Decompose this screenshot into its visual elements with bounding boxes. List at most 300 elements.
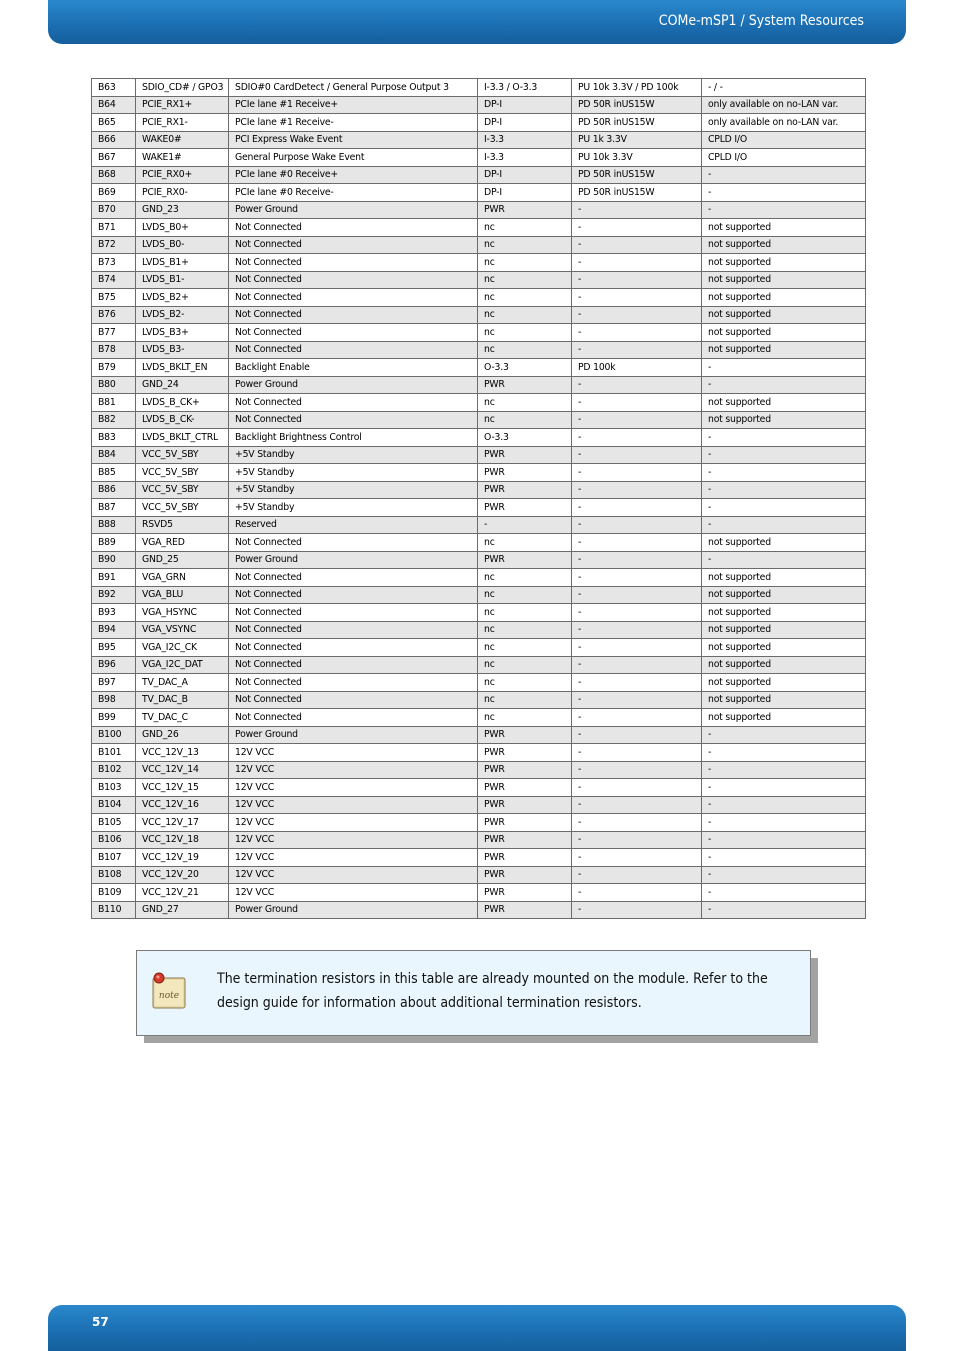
signal-cell: VGA_GRN [136, 569, 229, 587]
comment-cell: not supported [702, 534, 866, 552]
termination-cell: - [572, 289, 702, 307]
pin-number-cell: B94 [92, 621, 136, 639]
comment-cell: not supported [702, 639, 866, 657]
signal-cell: WAKE1# [136, 149, 229, 167]
comment-cell: - [702, 201, 866, 219]
type-cell: PWR [478, 499, 572, 517]
description-cell: Not Connected [229, 254, 478, 272]
pin-number-cell: B103 [92, 779, 136, 797]
table-row [92, 551, 866, 569]
type-cell: nc [478, 604, 572, 622]
description-cell: Not Connected [229, 691, 478, 709]
type-cell: nc [478, 639, 572, 657]
comment-cell: - [702, 481, 866, 499]
pin-number-cell: B77 [92, 324, 136, 342]
table-row [92, 831, 866, 849]
signal-cell: LVDS_B1+ [136, 254, 229, 272]
note-box [136, 950, 811, 1036]
pin-number-cell: B104 [92, 796, 136, 814]
comment-cell: - [702, 726, 866, 744]
pin-number-cell: B73 [92, 254, 136, 272]
footer-bar [48, 1305, 906, 1351]
termination-cell: - [572, 849, 702, 867]
termination-cell: PU 10k 3.3V / PD 100k [572, 79, 702, 97]
type-cell: PWR [478, 726, 572, 744]
table-row [92, 79, 866, 97]
table-row [92, 709, 866, 727]
table-row [92, 849, 866, 867]
description-cell: +5V Standby [229, 481, 478, 499]
table-row [92, 324, 866, 342]
pin-number-cell: B88 [92, 516, 136, 534]
signal-cell: VCC_12V_17 [136, 814, 229, 832]
pin-number-cell: B96 [92, 656, 136, 674]
signal-cell: PCIE_RX1- [136, 114, 229, 132]
table-row [92, 359, 866, 377]
type-cell: DP-I [478, 96, 572, 114]
signal-cell: TV_DAC_A [136, 674, 229, 692]
termination-cell: PU 1k 3.3V [572, 131, 702, 149]
signal-cell: LVDS_BKLT_CTRL [136, 429, 229, 447]
comment-cell: - [702, 831, 866, 849]
signal-cell: SDIO_CD# / GPO3 [136, 79, 229, 97]
pin-number-cell: B108 [92, 866, 136, 884]
signal-cell: VCC_5V_SBY [136, 481, 229, 499]
termination-cell: - [572, 534, 702, 552]
pin-number-cell: B110 [92, 901, 136, 919]
termination-cell: PD 50R inUS15W [572, 184, 702, 202]
table-row [92, 604, 866, 622]
table-row [92, 621, 866, 639]
description-cell: Not Connected [229, 709, 478, 727]
signal-cell: GND_25 [136, 551, 229, 569]
signal-cell: LVDS_B2+ [136, 289, 229, 307]
table-row [92, 114, 866, 132]
description-cell: Not Connected [229, 324, 478, 342]
table-row [92, 726, 866, 744]
signal-cell: VCC_5V_SBY [136, 499, 229, 517]
note-icon-text: note [158, 991, 180, 1001]
pin-table [91, 78, 866, 919]
type-cell: PWR [478, 849, 572, 867]
table-row [92, 464, 866, 482]
termination-cell: - [572, 551, 702, 569]
signal-cell: PCIE_RX0- [136, 184, 229, 202]
signal-cell: VCC_12V_19 [136, 849, 229, 867]
description-cell: Power Ground [229, 726, 478, 744]
comment-cell: not supported [702, 621, 866, 639]
termination-cell: - [572, 744, 702, 762]
type-cell: PWR [478, 901, 572, 919]
table-row [92, 271, 866, 289]
signal-cell: VCC_12V_18 [136, 831, 229, 849]
termination-cell: - [572, 236, 702, 254]
description-cell: PCIe lane #0 Receive+ [229, 166, 478, 184]
description-cell: Not Connected [229, 411, 478, 429]
signal-cell: VGA_RED [136, 534, 229, 552]
type-cell: nc [478, 271, 572, 289]
comment-cell: - [702, 866, 866, 884]
table-row [92, 394, 866, 412]
termination-cell: - [572, 394, 702, 412]
table-row [92, 499, 866, 517]
signal-cell: VGA_HSYNC [136, 604, 229, 622]
pin-number-cell: B74 [92, 271, 136, 289]
signal-cell: GND_24 [136, 376, 229, 394]
description-cell: Not Connected [229, 236, 478, 254]
description-cell: Not Connected [229, 306, 478, 324]
signal-cell: VGA_I2C_CK [136, 639, 229, 657]
type-cell: nc [478, 534, 572, 552]
type-cell: PWR [478, 761, 572, 779]
type-cell: PWR [478, 481, 572, 499]
signal-cell: WAKE0# [136, 131, 229, 149]
type-cell: PWR [478, 376, 572, 394]
table-row [92, 656, 866, 674]
description-cell: PCI Express Wake Event [229, 131, 478, 149]
comment-cell: not supported [702, 219, 866, 237]
comment-cell: - [702, 184, 866, 202]
note-icon [149, 968, 189, 1014]
comment-cell: - [702, 376, 866, 394]
pin-number-cell: B102 [92, 761, 136, 779]
table-row [92, 219, 866, 237]
description-cell: General Purpose Wake Event [229, 149, 478, 167]
table-row [92, 411, 866, 429]
table-row [92, 761, 866, 779]
description-cell: Power Ground [229, 901, 478, 919]
comment-cell: - [702, 551, 866, 569]
comment-cell: not supported [702, 236, 866, 254]
type-cell: nc [478, 306, 572, 324]
type-cell: - [478, 516, 572, 534]
comment-cell: - [702, 796, 866, 814]
comment-cell: - [702, 166, 866, 184]
type-cell: PWR [478, 551, 572, 569]
description-cell: Not Connected [229, 656, 478, 674]
description-cell: Not Connected [229, 569, 478, 587]
pin-number-cell: B71 [92, 219, 136, 237]
header-title: COMe-mSP1 / System Resources [658, 13, 864, 29]
table-row [92, 131, 866, 149]
signal-cell: LVDS_B_CK- [136, 411, 229, 429]
description-cell: Not Connected [229, 341, 478, 359]
pin-number-cell: B70 [92, 201, 136, 219]
type-cell: PWR [478, 464, 572, 482]
pin-number-cell: B68 [92, 166, 136, 184]
table-row [92, 201, 866, 219]
pin-number-cell: B89 [92, 534, 136, 552]
signal-cell: VGA_BLU [136, 586, 229, 604]
type-cell: nc [478, 219, 572, 237]
table-row [92, 569, 866, 587]
termination-cell: - [572, 201, 702, 219]
comment-cell: only available on no-LAN var. [702, 114, 866, 132]
type-cell: nc [478, 411, 572, 429]
comment-cell: CPLD I/O [702, 149, 866, 167]
termination-cell: - [572, 306, 702, 324]
type-cell: PWR [478, 796, 572, 814]
description-cell: Not Connected [229, 604, 478, 622]
termination-cell: - [572, 656, 702, 674]
signal-cell: PCIE_RX1+ [136, 96, 229, 114]
pin-number-cell: B98 [92, 691, 136, 709]
termination-cell: - [572, 499, 702, 517]
type-cell: nc [478, 236, 572, 254]
table-row [92, 341, 866, 359]
signal-cell: LVDS_B0+ [136, 219, 229, 237]
table-row [92, 481, 866, 499]
pin-table-body [92, 79, 866, 919]
termination-cell: PD 50R inUS15W [572, 114, 702, 132]
signal-cell: LVDS_B3+ [136, 324, 229, 342]
pin-number-cell: B86 [92, 481, 136, 499]
table-row [92, 289, 866, 307]
type-cell: I-3.3 / O-3.3 [478, 79, 572, 97]
comment-cell: - [702, 744, 866, 762]
table-row [92, 254, 866, 272]
description-cell: Reserved [229, 516, 478, 534]
termination-cell: - [572, 709, 702, 727]
termination-cell: - [572, 639, 702, 657]
table-row [92, 376, 866, 394]
table-row [92, 814, 866, 832]
signal-cell: TV_DAC_B [136, 691, 229, 709]
pin-number-cell: B101 [92, 744, 136, 762]
type-cell: nc [478, 621, 572, 639]
type-cell: PWR [478, 201, 572, 219]
description-cell: 12V VCC [229, 849, 478, 867]
signal-cell: LVDS_B3- [136, 341, 229, 359]
pin-number-cell: B78 [92, 341, 136, 359]
description-cell: PCIe lane #1 Receive+ [229, 96, 478, 114]
signal-cell: GND_26 [136, 726, 229, 744]
comment-cell: - [702, 499, 866, 517]
termination-cell: - [572, 254, 702, 272]
type-cell: PWR [478, 446, 572, 464]
type-cell: O-3.3 [478, 429, 572, 447]
description-cell: Backlight Brightness Control [229, 429, 478, 447]
table-row [92, 236, 866, 254]
comment-cell: - [702, 779, 866, 797]
table-row [92, 586, 866, 604]
description-cell: Not Connected [229, 289, 478, 307]
type-cell: nc [478, 674, 572, 692]
type-cell: nc [478, 254, 572, 272]
description-cell: 12V VCC [229, 814, 478, 832]
table-row [92, 691, 866, 709]
pin-number-cell: B81 [92, 394, 136, 412]
description-cell: Not Connected [229, 621, 478, 639]
description-cell: +5V Standby [229, 446, 478, 464]
description-cell: Not Connected [229, 586, 478, 604]
table-row [92, 744, 866, 762]
comment-cell: not supported [702, 691, 866, 709]
description-cell: 12V VCC [229, 744, 478, 762]
comment-cell: - [702, 884, 866, 902]
termination-cell: - [572, 866, 702, 884]
pin-number-cell: B84 [92, 446, 136, 464]
type-cell: PWR [478, 884, 572, 902]
pin-number-cell: B79 [92, 359, 136, 377]
description-cell: Not Connected [229, 639, 478, 657]
termination-cell: - [572, 884, 702, 902]
description-cell: Power Ground [229, 551, 478, 569]
description-cell: 12V VCC [229, 884, 478, 902]
signal-cell: LVDS_B2- [136, 306, 229, 324]
description-cell: PCIe lane #0 Receive- [229, 184, 478, 202]
comment-cell: not supported [702, 341, 866, 359]
description-cell: Not Connected [229, 394, 478, 412]
termination-cell: - [572, 516, 702, 534]
pin-number-cell: B63 [92, 79, 136, 97]
comment-cell: not supported [702, 271, 866, 289]
signal-cell: VCC_12V_15 [136, 779, 229, 797]
signal-cell: VCC_12V_13 [136, 744, 229, 762]
pin-number-cell: B105 [92, 814, 136, 832]
type-cell: PWR [478, 744, 572, 762]
type-cell: nc [478, 289, 572, 307]
pin-number-cell: B85 [92, 464, 136, 482]
termination-cell: - [572, 586, 702, 604]
pin-number-cell: B95 [92, 639, 136, 657]
type-cell: nc [478, 341, 572, 359]
pin-number-cell: B92 [92, 586, 136, 604]
termination-cell: - [572, 814, 702, 832]
table-row [92, 166, 866, 184]
pin-number-cell: B80 [92, 376, 136, 394]
comment-cell: CPLD I/O [702, 131, 866, 149]
termination-cell: - [572, 604, 702, 622]
signal-cell: GND_23 [136, 201, 229, 219]
signal-cell: LVDS_BKLT_EN [136, 359, 229, 377]
comment-cell: - [702, 814, 866, 832]
type-cell: nc [478, 656, 572, 674]
comment-cell: not supported [702, 604, 866, 622]
pin-number-cell: B100 [92, 726, 136, 744]
comment-cell: not supported [702, 586, 866, 604]
type-cell: I-3.3 [478, 149, 572, 167]
description-cell: Power Ground [229, 376, 478, 394]
termination-cell: - [572, 376, 702, 394]
signal-cell: VCC_12V_16 [136, 796, 229, 814]
comment-cell: not supported [702, 656, 866, 674]
type-cell: DP-I [478, 166, 572, 184]
termination-cell: PD 100k [572, 359, 702, 377]
type-cell: nc [478, 691, 572, 709]
table-row [92, 96, 866, 114]
termination-cell: PU 10k 3.3V [572, 149, 702, 167]
pin-number-cell: B99 [92, 709, 136, 727]
comment-cell: - [702, 429, 866, 447]
termination-cell: - [572, 621, 702, 639]
comment-cell: not supported [702, 674, 866, 692]
comment-cell: not supported [702, 306, 866, 324]
termination-cell: - [572, 271, 702, 289]
type-cell: PWR [478, 866, 572, 884]
pin-number-cell: B97 [92, 674, 136, 692]
termination-cell: - [572, 341, 702, 359]
signal-cell: VCC_5V_SBY [136, 446, 229, 464]
table-row [92, 534, 866, 552]
signal-cell: LVDS_B0- [136, 236, 229, 254]
type-cell: nc [478, 586, 572, 604]
description-cell: Not Connected [229, 271, 478, 289]
pin-number-cell: B66 [92, 131, 136, 149]
comment-cell: not supported [702, 394, 866, 412]
comment-cell: - / - [702, 79, 866, 97]
termination-cell: - [572, 726, 702, 744]
description-cell: 12V VCC [229, 866, 478, 884]
termination-cell: - [572, 446, 702, 464]
table-row [92, 901, 866, 919]
description-cell: Power Ground [229, 201, 478, 219]
termination-cell: - [572, 691, 702, 709]
pin-number-cell: B91 [92, 569, 136, 587]
pin-number-cell: B90 [92, 551, 136, 569]
termination-cell: - [572, 411, 702, 429]
termination-cell: - [572, 761, 702, 779]
description-cell: Backlight Enable [229, 359, 478, 377]
table-row [92, 639, 866, 657]
termination-cell: - [572, 796, 702, 814]
description-cell: Not Connected [229, 219, 478, 237]
termination-cell: - [572, 901, 702, 919]
termination-cell: - [572, 429, 702, 447]
table-row [92, 429, 866, 447]
comment-cell: - [702, 761, 866, 779]
description-cell: +5V Standby [229, 499, 478, 517]
type-cell: nc [478, 394, 572, 412]
table-row [92, 779, 866, 797]
termination-cell: PD 50R inUS15W [572, 96, 702, 114]
comment-cell: - [702, 901, 866, 919]
description-cell: 12V VCC [229, 831, 478, 849]
comment-cell: - [702, 464, 866, 482]
comment-cell: not supported [702, 411, 866, 429]
signal-cell: VCC_12V_20 [136, 866, 229, 884]
comment-cell: - [702, 849, 866, 867]
signal-cell: VCC_12V_21 [136, 884, 229, 902]
pin-number-cell: B75 [92, 289, 136, 307]
comment-cell: not supported [702, 254, 866, 272]
termination-cell: - [572, 569, 702, 587]
comment-cell: - [702, 516, 866, 534]
type-cell: nc [478, 324, 572, 342]
description-cell: +5V Standby [229, 464, 478, 482]
note-text: The termination resistors in this table are already mounted on the module. Refer to the design guide for information about additional termination resistors. [217, 971, 768, 1011]
comment-cell: not supported [702, 709, 866, 727]
description-cell: SDIO#0 CardDetect / General Purpose Output 3 [229, 79, 478, 97]
type-cell: DP-I [478, 184, 572, 202]
table-row [92, 674, 866, 692]
pin-number-cell: B109 [92, 884, 136, 902]
pin-number-cell: B69 [92, 184, 136, 202]
termination-cell: - [572, 779, 702, 797]
description-cell: Not Connected [229, 534, 478, 552]
signal-cell: VCC_12V_14 [136, 761, 229, 779]
signal-cell: VGA_VSYNC [136, 621, 229, 639]
description-cell: PCIe lane #1 Receive- [229, 114, 478, 132]
pin-number-cell: B64 [92, 96, 136, 114]
description-cell: Not Connected [229, 674, 478, 692]
termination-cell: - [572, 464, 702, 482]
pin-number-cell: B67 [92, 149, 136, 167]
pin-number-cell: B76 [92, 306, 136, 324]
signal-cell: RSVD5 [136, 516, 229, 534]
comment-cell: not supported [702, 324, 866, 342]
signal-cell: PCIE_RX0+ [136, 166, 229, 184]
